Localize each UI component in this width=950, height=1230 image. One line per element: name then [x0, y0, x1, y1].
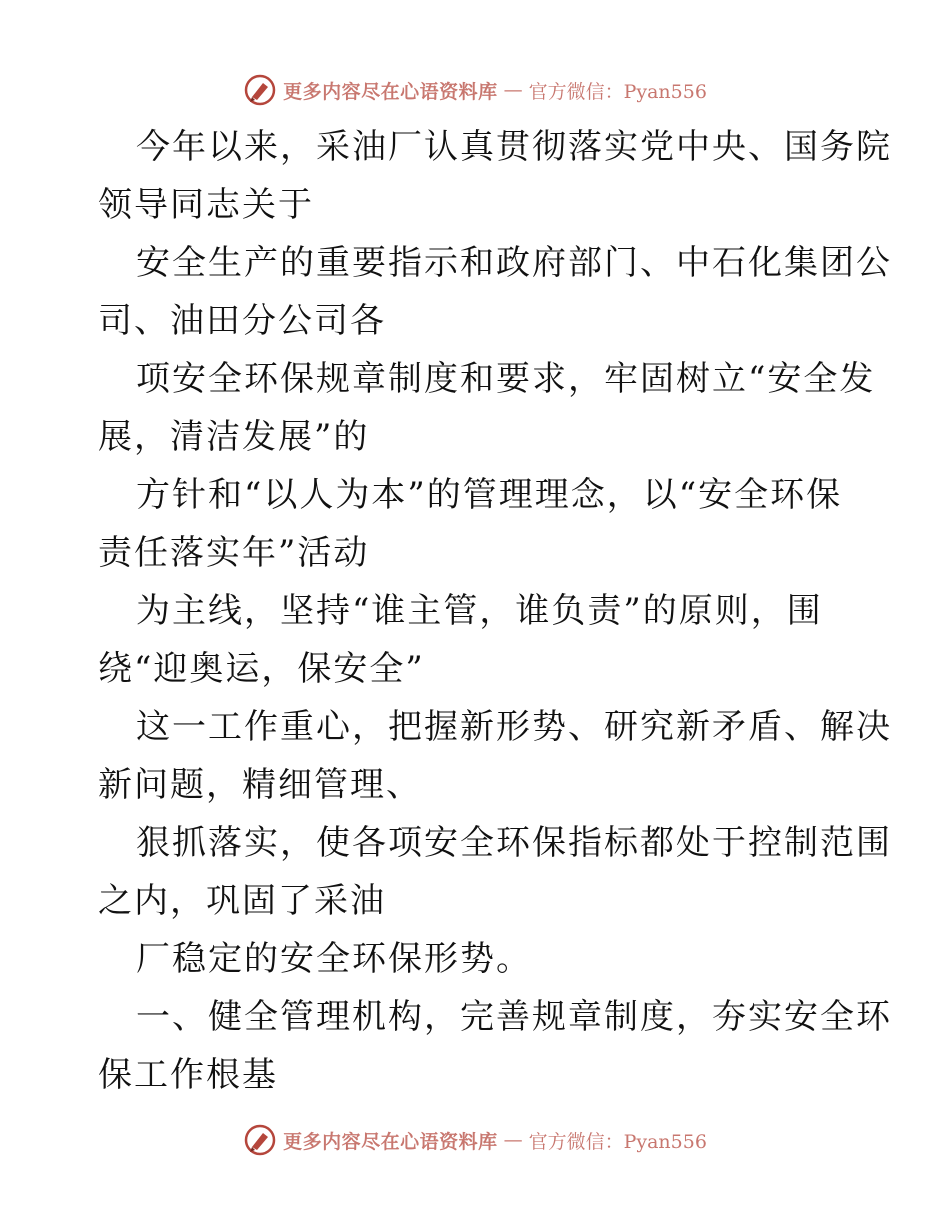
watermark-site-text: 更多内容尽在心语资料库 [283, 80, 498, 103]
paragraph-line: 为主线，坚持“谁主管，谁负责”的原则，围 [136, 591, 823, 631]
pen-logo-icon [243, 73, 277, 107]
paragraph-line: 责任落实年”活动 [98, 533, 370, 573]
paragraph-line: 项安全环保规章制度和要求，牢固树立“安全发 [136, 359, 876, 399]
watermark-dash: — [503, 79, 523, 101]
paragraph-line: 新问题，精细管理、 [98, 765, 422, 805]
paragraph-line: 展，清洁发展”的 [98, 417, 370, 457]
paragraph-line: 一、健全管理机构，完善规章制度，夯实安全环 [136, 997, 892, 1037]
pen-logo-icon [243, 1123, 277, 1157]
watermark-contact-text: 官方微信：Pyan556 [528, 1130, 707, 1153]
paragraph-line: 方针和“以人为本”的管理理念，以“安全环保 [136, 475, 843, 515]
footer-watermark [0, 1120, 950, 1160]
paragraph-line: 狠抓落实，使各项安全环保指标都处于控制范围 [136, 823, 892, 863]
header-watermark [0, 70, 950, 110]
paragraph-line: 之内，巩固了采油 [98, 881, 386, 921]
watermark-contact-text: 官方微信：Pyan556 [528, 80, 707, 103]
paragraph-line: 这一工作重心，把握新形势、研究新矛盾、解决 [136, 707, 892, 747]
paragraph-line: 领导同志关于 [98, 185, 314, 225]
paragraph-line: 厂稳定的安全环保形势。 [136, 939, 532, 979]
watermark-site-text: 更多内容尽在心语资料库 [283, 1130, 498, 1153]
paragraph-line: 绕“迎奥运，保安全” [98, 649, 425, 689]
watermark-dash: — [503, 1129, 523, 1151]
paragraph-line: 司、油田分公司各 [98, 301, 386, 341]
document-body [98, 118, 892, 1104]
paragraph-line: 保工作根基 [98, 1055, 278, 1095]
paragraph-line: 安全生产的重要指示和政府部门、中石化集团公 [136, 243, 892, 283]
paragraph-line: 今年以来，采油厂认真贯彻落实党中央、国务院 [136, 127, 892, 167]
